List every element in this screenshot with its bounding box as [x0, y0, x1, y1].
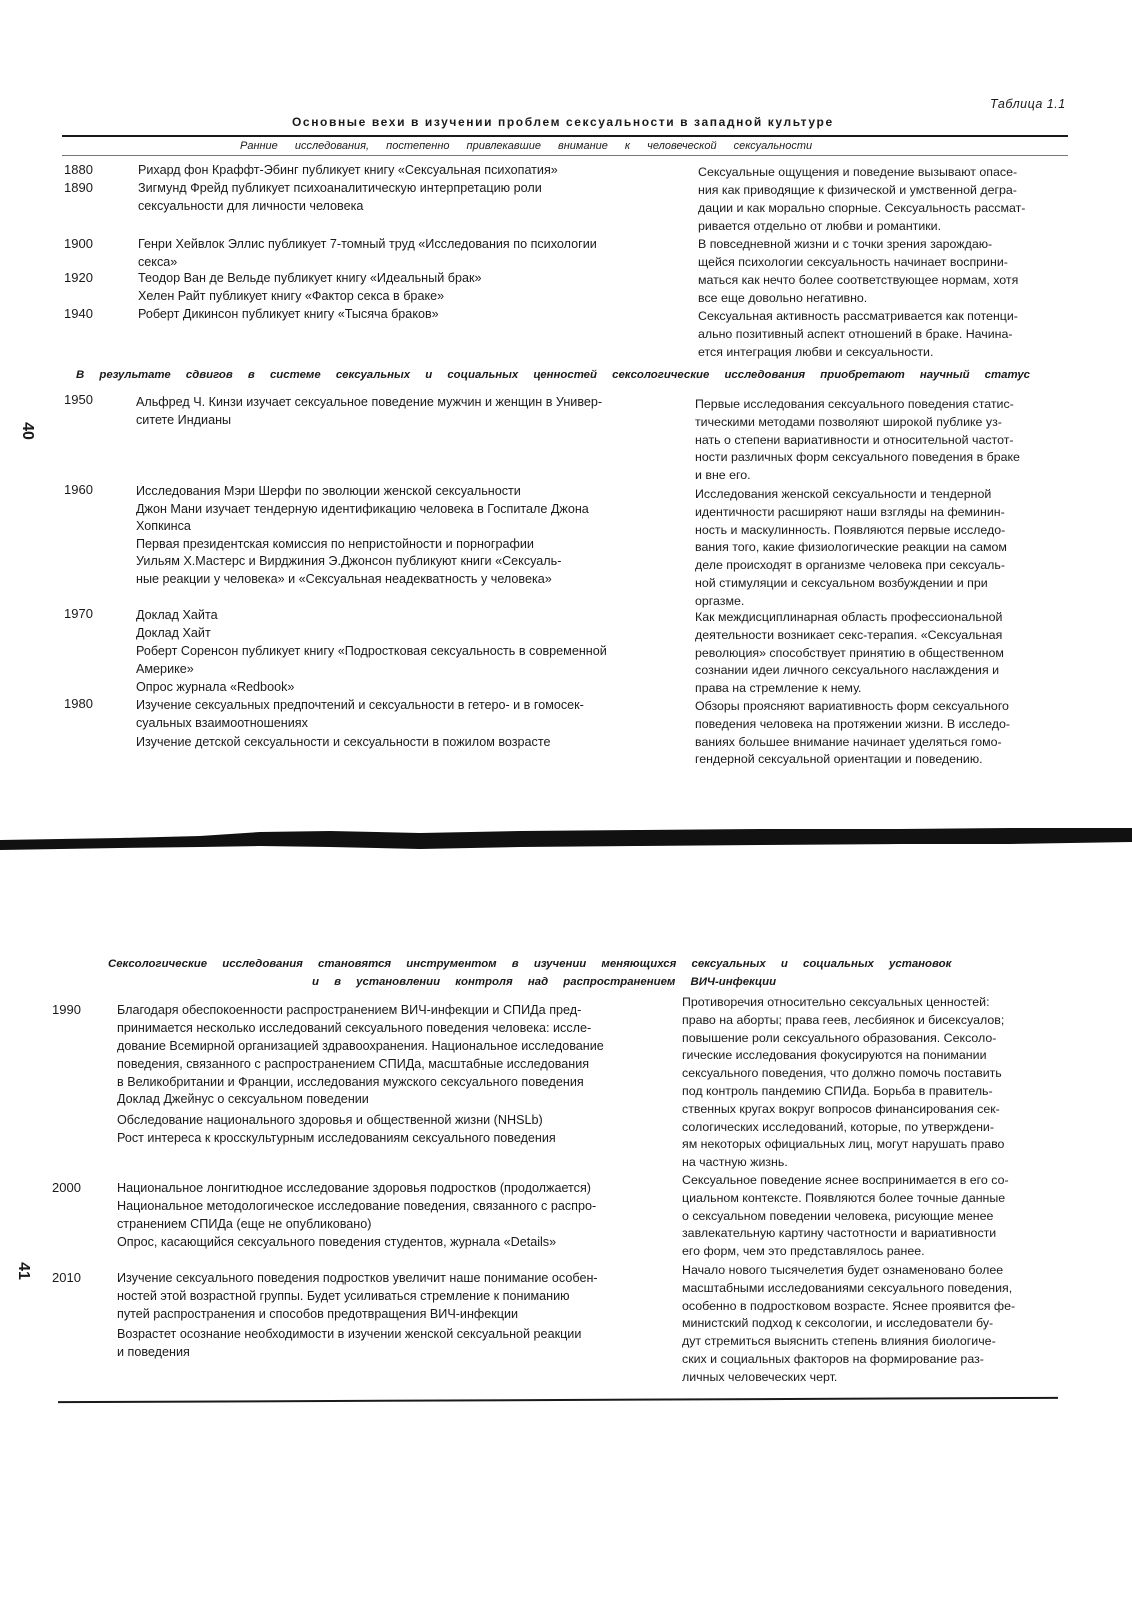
- comment-text: Противоречия относительно сексуальных ценностей:: [682, 995, 990, 1009]
- page-number-right: 41: [14, 1262, 32, 1280]
- row-year: 1940: [64, 306, 93, 321]
- row-year: 1950: [64, 392, 93, 407]
- comment-text: Исследования женской сексуальности и тендерной: [695, 487, 992, 501]
- comment-text: завлекательную картину частотности и вариативности: [682, 1226, 997, 1241]
- event-text: Доклад Хайт: [136, 626, 211, 640]
- comment-text: поведения человека на протяжении жизни. В исследо-: [695, 716, 1010, 731]
- event-text: Уильям Х.Мастерс и Вирджиния Э.Джонсон публикуют книги «Сексуаль-: [136, 554, 562, 568]
- comment-text: гические исследования фокусируются на понимании: [682, 1048, 987, 1063]
- event-text: Возрастет осознание необходимости в изучении женской сексуальной реакции: [117, 1327, 582, 1341]
- event-text: суальных взаимоотношениях: [136, 716, 308, 730]
- section3-heading-line1: Сексологические исследования становятся инструментом в изучении меняющихся сексуальных и социальных установок: [108, 958, 952, 970]
- comment-text: вания того, какие физиологические реакции на самом: [695, 540, 1007, 555]
- comment-text: ривается отдельно от любви и романтики.: [698, 219, 942, 233]
- event-text: странением СПИДа (еще не опубликовано): [117, 1217, 372, 1231]
- comment-text: его форм, чем это представлялось ранее.: [682, 1244, 925, 1259]
- row-year: 1880: [64, 162, 93, 177]
- scan-stripe: [0, 822, 1132, 854]
- comment-text: сознании идеи личного сексуального наслаждения и: [695, 663, 1000, 678]
- event-text: Зигмунд Фрейд публикует психоаналитическую интерпретацию роли: [138, 181, 542, 195]
- comment-text: права на стремление к нему.: [695, 681, 862, 696]
- comment-text: Первые исследования сексуального поведения статис-: [695, 397, 1014, 411]
- comment-text: ния как приводящие к физической и умственной дегра-: [698, 183, 1017, 197]
- event-text: Рихард фон Краффт-Эбинг публикует книгу «Сексуальная психопатия»: [138, 163, 558, 177]
- comment-text: повышение роли сексуального образования. Сексоло-: [682, 1030, 997, 1045]
- row-year: 1980: [64, 696, 93, 711]
- comment-text: ности различных форм сексуального поведения в браке: [695, 450, 1020, 465]
- comment-text: ям некоторых официальных лиц, могут нарушать право: [682, 1137, 1005, 1152]
- comment-text: министский подход к сексологии, и исследователи бу-: [682, 1316, 994, 1331]
- row-year: 2000: [52, 1180, 81, 1195]
- event-text: ситете Индианы: [136, 413, 232, 427]
- comment-text: Сексуальные ощущения и поведение вызывают опасе-: [698, 165, 1018, 179]
- comment-text: ально позитивный аспект отношений в браке. Начина-: [698, 327, 1013, 341]
- table-label: Таблица 1.1: [990, 97, 1066, 111]
- row-year: 1890: [64, 180, 93, 195]
- event-text: путей распространения и способов предотвращения ВИЧ-инфекции: [117, 1307, 519, 1321]
- comment-text: циальном контексте. Появляются более точные данные: [682, 1190, 1006, 1205]
- comment-text: революция» способствует принятию в общественном: [695, 645, 1004, 660]
- comment-text: ной стимуляции и сексуальном возбуждении и при: [695, 576, 988, 590]
- comment-text: маться как нечто более соответствующее нормам, хотя: [698, 273, 1019, 287]
- section1-heading-rule: [62, 155, 1068, 156]
- event-text: Рост интереса к кросскультурным исследованиям сексуального поведения: [117, 1131, 556, 1145]
- comment-text: нать о степени вариативности и относительной частот-: [695, 432, 1014, 447]
- event-text: Опрос журнала «Redbook»: [136, 680, 295, 694]
- comment-text: В повседневной жизни и с точки зрения зарождаю-: [698, 237, 993, 251]
- comment-text: оргазме.: [695, 593, 745, 608]
- comment-text: право на аборты; права геев, лесбиянок и бисексуалов;: [682, 1012, 1005, 1027]
- comment-text: сексуального поведения, что должно помочь поставить: [682, 1066, 1002, 1081]
- comment-text: ется интеграция любви и сексуальности.: [698, 345, 934, 359]
- event-text: Роберт Соренсон публикует книгу «Подростковая сексуальность в современной: [136, 644, 607, 658]
- event-text: Америке»: [136, 662, 194, 676]
- row-year: 1900: [64, 236, 93, 251]
- comment-text: личных человеческих черт.: [682, 1369, 838, 1384]
- event-text: Опрос, касающийся сексуального поведения студентов, журнала «Details»: [117, 1235, 557, 1249]
- event-text: Изучение сексуального поведения подростков увеличит наше понимание особен-: [117, 1271, 598, 1285]
- event-text: Хелен Райт публикует книгу «Фактор секса в браке»: [138, 289, 445, 303]
- event-text: Доклад Джейнус о сексуальном поведении: [117, 1092, 369, 1106]
- row-year: 1990: [52, 1002, 81, 1017]
- event-text: Первая президентская комиссия по непристойности и порнографии: [136, 537, 534, 551]
- event-text: Джон Мани изучает тендерную идентификацию человека в Госпитале Джона: [136, 502, 589, 516]
- event-text: дование Всемирной организацией здравоохранения. Национальное исследование: [117, 1039, 604, 1053]
- comment-text: Обзоры проясняют вариативность форм сексуального: [695, 699, 1009, 713]
- event-text: Альфред Ч. Кинзи изучает сексуальное поведение мужчин и женщин в Универ-: [136, 395, 603, 409]
- event-text: секса»: [138, 255, 178, 269]
- table-title: Основные вехи в изучении проблем сексуальности в западной культуре: [292, 115, 834, 129]
- event-text: Изучение детской сексуальности и сексуальности в пожилом возрасте: [136, 735, 551, 749]
- comment-text: Сексуальное поведение яснее воспринимается в его со-: [682, 1173, 1009, 1187]
- event-text: Доклад Хайта: [136, 608, 218, 622]
- comment-text: на частную жизнь.: [682, 1155, 788, 1170]
- event-text: Обследование национального здоровья и общественной жизни (NHSLb): [117, 1113, 543, 1127]
- comment-text: о сексуальном поведении человека, рисующие менее: [682, 1208, 994, 1223]
- event-text: Хопкинса: [136, 519, 191, 533]
- comment-text: тическими методами позволяют широкой публике уз-: [695, 414, 1002, 429]
- event-text: Генри Хейвлок Эллис публикует 7-томный труд «Исследования по психологии: [138, 237, 597, 251]
- comment-text: сологических исследований, которые, по утверждени-: [682, 1119, 994, 1134]
- event-text: сексуальности для личности человека: [138, 199, 364, 213]
- event-text: Теодор Ван де Вельде публикует книгу «Идеальный брак»: [138, 271, 482, 285]
- comment-text: Начало нового тысячелетия будет ознаменовано более: [682, 1263, 1004, 1277]
- event-text: принимается несколько исследований сексуального поведения человека: иссле-: [117, 1021, 592, 1035]
- section3-heading-line2: и в установлении контроля над распространением ВИЧ-инфекции: [312, 976, 777, 988]
- comment-text: ских и социальных факторов на формирование раз-: [682, 1352, 984, 1366]
- comment-text: деятельности возникает секс-терапия. «Сексуальная: [695, 627, 1003, 642]
- comment-text: Как междисциплинарная область профессиональной: [695, 610, 1003, 624]
- comment-text: ность и маскулинность. Появляются первые исследо-: [695, 522, 1006, 537]
- row-year: 1960: [64, 482, 93, 497]
- page-number-left: 40: [18, 422, 36, 440]
- section1-heading: Ранние исследования, постепенно привлекавшие внимание к человеческой сексуальности: [240, 140, 813, 152]
- event-text: Исследования Мэри Шерфи по эволюции женской сексуальности: [136, 484, 521, 498]
- comment-text: особенно в подростковом возрасте. Яснее проявится фе-: [682, 1298, 1016, 1313]
- event-text: и поведения: [117, 1345, 190, 1359]
- row-year: 1920: [64, 270, 93, 285]
- event-text: ные реакции у человека» и «Сексуальная неадекватность у человека»: [136, 572, 552, 586]
- comment-text: масштабными исследованиями сексуального поведения,: [682, 1280, 1013, 1295]
- comment-text: ственных кругах вокруг вопросов финансирования сек-: [682, 1101, 1000, 1116]
- comment-text: дут стремиться выяснить степень влияния биологиче-: [682, 1334, 996, 1349]
- event-text: поведения, связанного с распространением СПИДа, масштабные исследования: [117, 1057, 590, 1071]
- comment-text: под контроль пандемию СПИДа. Борьба в правитель-: [682, 1084, 993, 1098]
- row-year: 1970: [64, 606, 93, 621]
- comment-text: гендерной сексуальной ориентации и поведению.: [695, 752, 983, 767]
- bottom-rule: [58, 1397, 1058, 1403]
- event-text: Изучение сексуальных предпочтений и сексуальности в гетеро- и в гомосек-: [136, 698, 584, 712]
- event-text: Национальное лонгитюдное исследование здоровья подростков (продолжается): [117, 1181, 591, 1195]
- event-text: ностей этой возрастной группы. Будет усиливаться стремление к пониманию: [117, 1289, 570, 1303]
- comment-text: дации и как морально спорные. Сексуальность рассмат-: [698, 201, 1026, 215]
- comment-text: деле происходят в организме человека при сексуаль-: [695, 558, 1005, 573]
- comment-text: щейся психологии сексуальность начинает восприни-: [698, 255, 1008, 269]
- comment-text: все еще довольно негативно.: [698, 291, 868, 305]
- comment-text: ваниях большее внимание начинает уделяться гомо-: [695, 734, 1002, 749]
- comment-text: идентичности расширяют наши взгляды на феминин-: [695, 504, 1005, 519]
- row-year: 2010: [52, 1270, 81, 1285]
- event-text: в Великобритании и Франции, исследования мужского сексуального поведения: [117, 1075, 584, 1089]
- comment-text: и вне его.: [695, 468, 751, 483]
- event-text: Национальное методологическое исследование поведения, связанного с распро-: [117, 1199, 597, 1213]
- section2-heading: В результате сдвигов в системе сексуальных и социальных ценностей сексологические исследования приобретают научный статус: [76, 369, 1030, 381]
- comment-text: Сексуальная активность рассматривается как потенци-: [698, 309, 1018, 323]
- top-rule: [62, 135, 1068, 137]
- event-text: Благодаря обеспокоенности распространением ВИЧ-инфекции и СПИДа пред-: [117, 1003, 582, 1017]
- event-text: Роберт Дикинсон публикует книгу «Тысяча браков»: [138, 307, 439, 321]
